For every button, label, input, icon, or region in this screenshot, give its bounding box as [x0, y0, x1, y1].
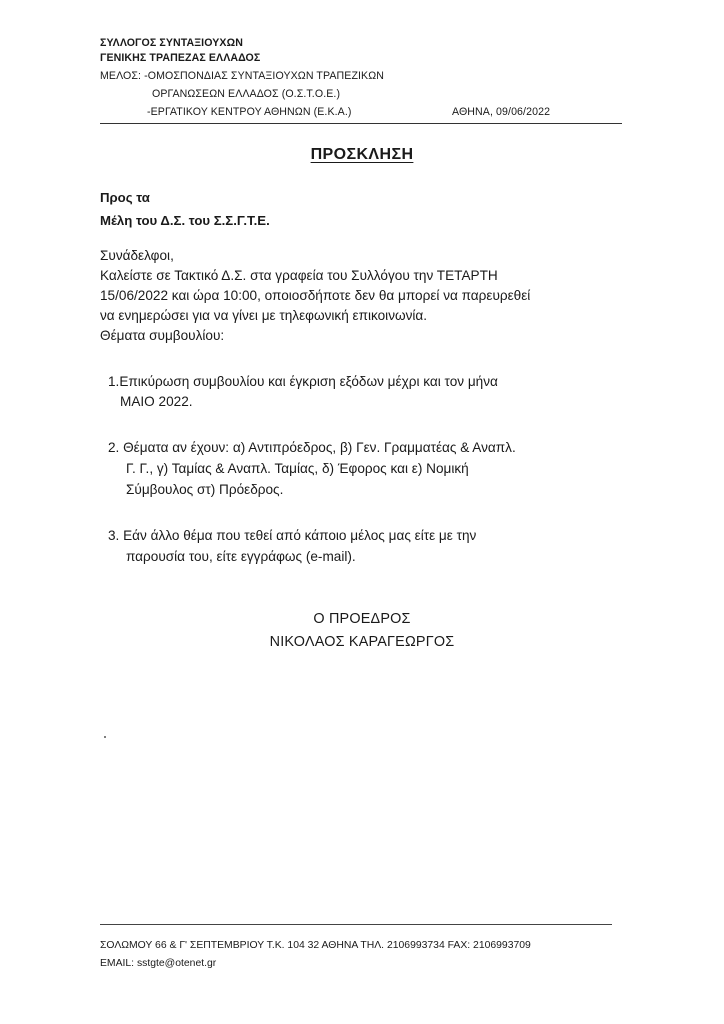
recipient-line2: Μέλη του Δ.Σ. του Σ.Σ.Γ.Τ.Ε.: [100, 213, 270, 228]
membership-line1: ΜΕΛΟΣ: -ΟΜΟΣΠΟΝΔΙΑΣ ΣΥΝΤΑΞΙΟΥΧΩΝ ΤΡΑΠΕΖΙΚΩΝ: [100, 70, 384, 82]
body-line3: να ενημερώσει για να γίνει με τηλεφωνική επικοινωνία.: [100, 308, 428, 323]
footer-email: EMAIL: sstgte@otenet.gr: [100, 958, 217, 969]
membership-line2: ΟΡΓΑΝΩΣΕΩΝ ΕΛΛΑΔΟΣ (Ο.Σ.Τ.Ο.Ε.): [152, 88, 341, 100]
agenda-item-3-line1: 3. Εάν άλλο θέμα που τεθεί από κάποιο μέλος μας είτε με την: [108, 528, 477, 543]
agenda-item-3-line2: παρουσία του, είτε εγγράφως (e-mail).: [126, 549, 356, 564]
agenda-item-1-line2: ΜΑΙΟ 2022.: [120, 394, 193, 409]
org-name-line2: ΓΕΝΙΚΗΣ ΤΡΑΠΕΖΑΣ ΕΛΛΑΔΟΣ: [100, 52, 261, 64]
footer-divider: [100, 924, 612, 925]
org-name-line1: ΣΥΛΛΟΓΟΣ ΣΥΝΤΑΞΙΟΥΧΩΝ: [100, 37, 243, 49]
signature-name: ΝΙΚΟΛΑΟΣ ΚΑΡΑΓΕΩΡΓΟΣ: [269, 634, 455, 650]
footer-address: ΣΟΛΩΜΟΥ 66 & Γ' ΣΕΠΤΕΜΒΡΙΟΥ Τ.Κ. 104 32 ΑΘΗΝΑ ΤΗΛ. 2106993734 FAX: 2106993709: [100, 940, 531, 951]
agenda-item-1-line1: 1.Επικύρωση συμβουλίου και έγκριση εξόδων μέχρι και τον μήνα: [108, 374, 498, 389]
signature-role: Ο ΠΡΟΕΔΡΟΣ: [313, 611, 411, 627]
place-date: ΑΘΗΝΑ, 09/06/2022: [452, 106, 551, 118]
agenda-item-2-line3: Σύμβουλος στ) Πρόεδρος.: [126, 482, 284, 497]
membership-line3: -ΕΡΓΑΤΙΚΟΥ ΚΕΝΤΡΟΥ ΑΘΗΝΩΝ (Ε.Κ.Α.): [147, 106, 352, 118]
agenda-item-2-line1: 2. Θέματα αν έχουν: α) Αντιπρόεδρος, β) Γεν. Γραμματέας & Αναπλ.: [108, 440, 516, 455]
topics-intro: Θέματα συμβουλίου:: [100, 328, 225, 343]
header-divider: [100, 123, 622, 124]
agenda-item-2-line2: Γ. Γ., γ) Ταμίας & Αναπλ. Ταμίας, δ) Έφορος και ε) Νομική: [126, 461, 469, 476]
body-line2: 15/06/2022 και ώρα 10:00, οποιοσδήποτε δεν θα μπορεί να παρευρεθεί: [100, 288, 531, 303]
body-line1: Καλείστε σε Τακτικό Δ.Σ. στα γραφεία του Συλλόγου την ΤΕΤΑΡΤΗ: [100, 268, 498, 283]
recipient-line1: Προς τα: [100, 190, 150, 205]
document-title: ΠΡΟΣΚΛΗΣΗ: [310, 146, 414, 163]
scan-speck: [104, 736, 106, 738]
greeting: Συνάδελφοι,: [100, 248, 174, 263]
